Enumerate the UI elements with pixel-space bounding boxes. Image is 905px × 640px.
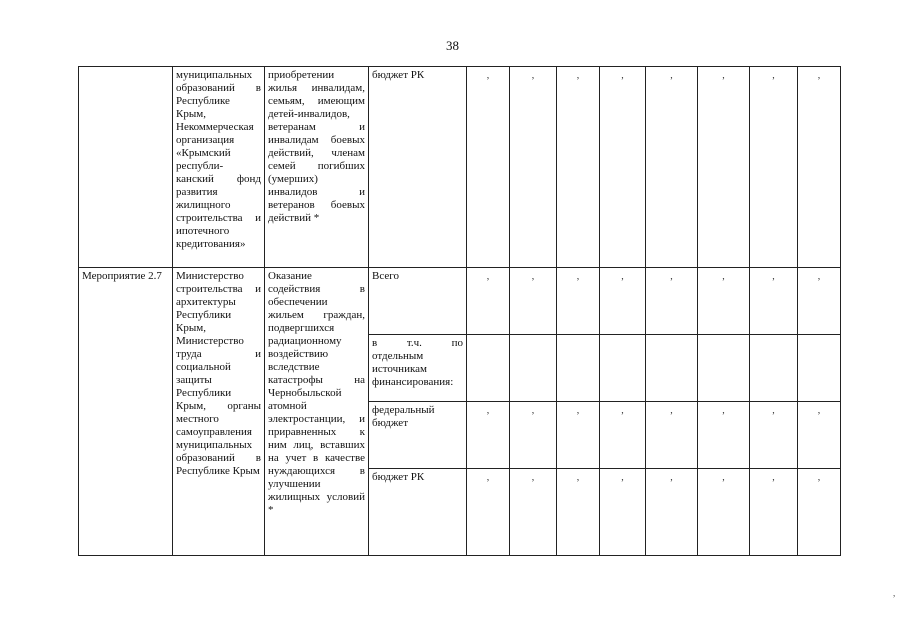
- value-cell: ,: [510, 469, 557, 556]
- table-row: [79, 268, 841, 335]
- value-cell: [600, 335, 646, 402]
- value-cell: ,: [698, 67, 750, 268]
- value-cell: ,: [557, 67, 600, 268]
- funding-source-cell: бюджет РК: [369, 67, 467, 268]
- value-cell: ,: [698, 402, 750, 469]
- value-cell: ,: [750, 402, 798, 469]
- value-cell: ,: [557, 402, 600, 469]
- content-cell: Оказание содействия в обеспечении жильем граждан, подвергшихся радиационному воздействию вследствие катастрофы на Чернобыльской атомной электростанции, и приравненных к ним лиц, вставших на учет в качестве нуждающихся в улучшении жилищных условий *: [265, 268, 369, 556]
- table-row: [79, 67, 841, 268]
- value-cell: ,: [750, 67, 798, 268]
- value-cell: ,: [646, 268, 698, 335]
- value-cell: ,: [798, 469, 841, 556]
- content-cell: приобретении жилья инвалидам, семьям, имеющим детей-инвалидов, ветеранам и инвалидам боевых действий, членам семей погибших (умерших) инвалидов и ветеранов боевых действий *: [265, 67, 369, 268]
- executors-cell: муниципальных образований в Республике Крым, Некоммерческая организация «Крымский республи-канский фонд развития жилищного строительства и ипотечного кредитования»: [173, 67, 265, 268]
- value-cell: ,: [510, 67, 557, 268]
- value-cell: ,: [750, 268, 798, 335]
- funding-source-cell: бюджет РК: [369, 469, 467, 556]
- value-cell: ,: [646, 67, 698, 268]
- event-cell: Мероприятие 2.7: [79, 268, 173, 556]
- value-cell: ,: [510, 268, 557, 335]
- value-cell: ,: [750, 469, 798, 556]
- value-cell: ,: [467, 67, 510, 268]
- funding-source-cell: федеральный бюджет: [369, 402, 467, 469]
- value-cell: ,: [600, 402, 646, 469]
- funding-source-cell: Всего: [369, 268, 467, 335]
- value-cell: ,: [600, 469, 646, 556]
- value-cell: [557, 335, 600, 402]
- value-cell: [698, 335, 750, 402]
- value-cell: ,: [798, 67, 841, 268]
- value-cell: ,: [467, 402, 510, 469]
- value-cell: ,: [698, 469, 750, 556]
- page-number: 38: [446, 38, 459, 53]
- value-cell: ,: [646, 402, 698, 469]
- executors-cell: Министерство строительства и архитектуры Республики Крым, Министерство труда и социальной защиты Республики Крым, органы местного самоуправления муниципальных образований в Республике Крым: [173, 268, 265, 556]
- value-cell: [646, 335, 698, 402]
- value-cell: ,: [467, 469, 510, 556]
- value-cell: [467, 335, 510, 402]
- value-cell: [750, 335, 798, 402]
- value-cell: ,: [467, 268, 510, 335]
- value-cell: ,: [510, 402, 557, 469]
- program-table: [78, 66, 841, 556]
- value-cell: ,: [798, 402, 841, 469]
- value-cell: ,: [600, 67, 646, 268]
- value-cell: ,: [798, 268, 841, 335]
- funding-source-cell: в т.ч. по отдельным источникам финансирования:: [369, 335, 467, 402]
- value-cell: ,: [698, 268, 750, 335]
- value-cell: ,: [646, 469, 698, 556]
- value-cell: [510, 335, 557, 402]
- margin-mark: ,: [893, 588, 896, 598]
- value-cell: [798, 335, 841, 402]
- value-cell: ,: [557, 268, 600, 335]
- value-cell: ,: [600, 268, 646, 335]
- value-cell: ,: [557, 469, 600, 556]
- event-cell: [79, 67, 173, 268]
